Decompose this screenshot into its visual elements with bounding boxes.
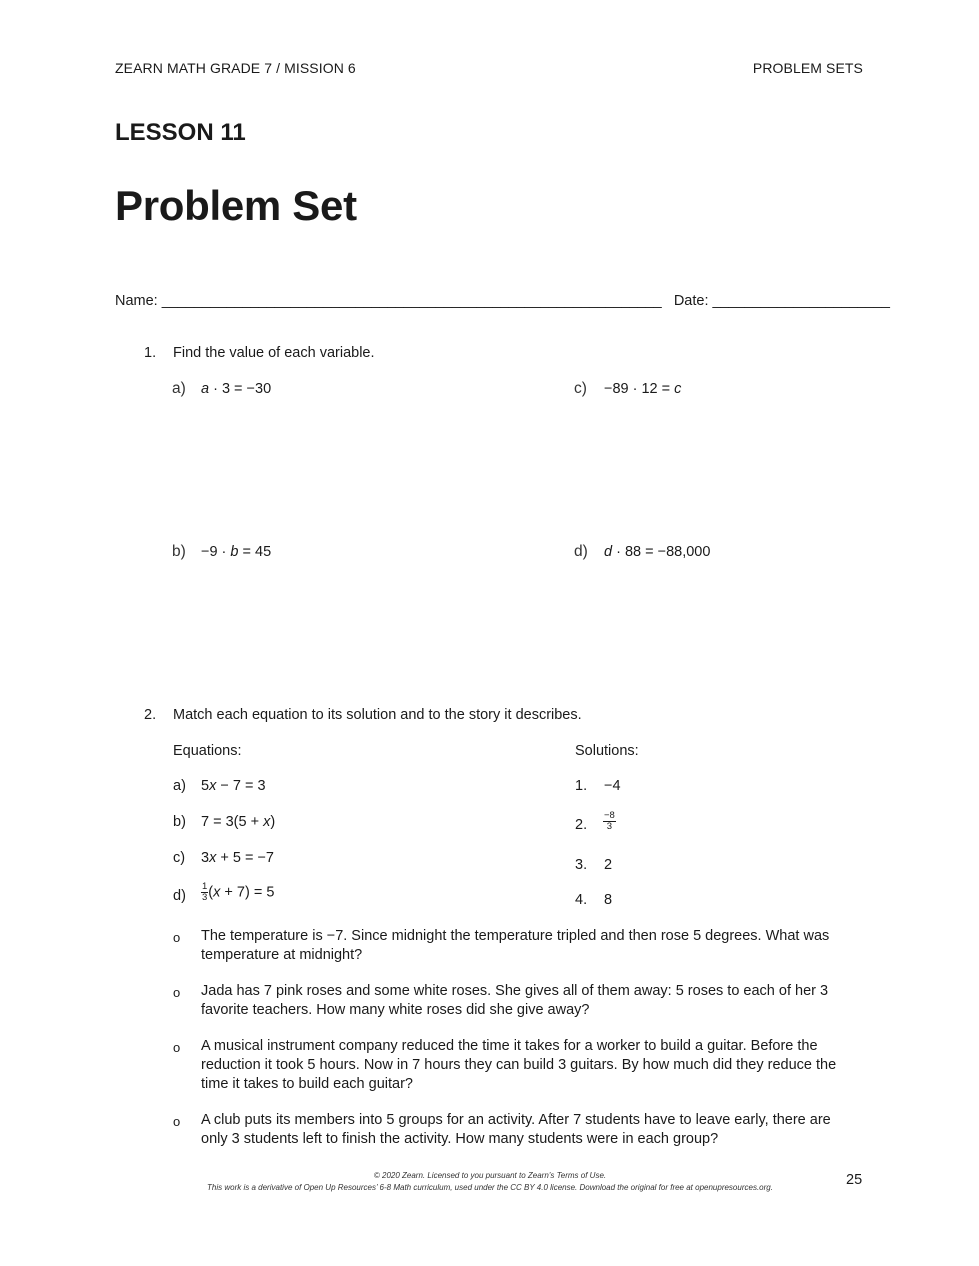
name-label: Name: [115, 293, 158, 309]
story-3: A musical instrument company reduced the time it takes for a worker to build a guitar. Before the reduction it took 5 hours. Now in 7 hours they can build 3 guitars. By how much did they reduce the time it takes to build each guitar? [201, 1038, 837, 1092]
story-2: Jada has 7 pink roses and some white roses. She gives all of them away: 5 roses to each of her 3 favorite teachers. How many white roses did she give away? [201, 983, 829, 1018]
eq-c-label: c) [173, 850, 186, 866]
q1b-equation: −9 · b = 45 [201, 544, 272, 560]
q1d-equation: d · 88 = −88,000 [604, 544, 711, 560]
sol-1-value: −4 [604, 778, 621, 794]
header-section: PROBLEM SETS [752, 60, 863, 76]
eq-d-label: d) [173, 888, 186, 904]
eq-b-label: b) [173, 814, 186, 830]
q1-prompt: Find the value of each variable. [173, 345, 375, 361]
story-bullet-icon: o [173, 1040, 181, 1055]
q1a-equation: a · 3 = −30 [201, 381, 272, 397]
q1b-label: b) [172, 543, 186, 560]
sol-4-value: 8 [604, 892, 613, 908]
sol-3-value: 2 [604, 857, 613, 873]
equations-heading: Equations: [173, 743, 242, 759]
q2-prompt: Match each equation to its solution and to the story it describes. [173, 707, 582, 723]
sol-2-fraction: $\frac{-8}{3}$ [604, 810, 615, 832]
story-4: A club puts its members into 5 groups for an activity. After 7 students have to leave early, there are only 3 students left to finish the activity. How many students were in each group? [201, 1112, 831, 1147]
page-number: 25 [846, 1172, 863, 1188]
q1c-equation: −89 · 12 = c [604, 381, 682, 397]
story-bullet-icon: o [173, 985, 181, 1000]
header-course: ZEARN MATH GRADE 7 / MISSION 6 [115, 60, 356, 76]
eq-d-fraction: $\frac{1}{3}$ [202, 881, 208, 903]
q1c-label: c) [574, 380, 587, 397]
sol-2-label: 2. [575, 817, 588, 833]
q1d-label: d) [574, 543, 588, 560]
sol-2-value [603, 811, 616, 832]
solutions-heading: Solutions: [575, 743, 639, 759]
sol-3-label: 3. [575, 857, 588, 873]
story-1: The temperature is −7. Since midnight the temperature tripled and then rose 5 degrees. What was temperature at midnight? [201, 928, 830, 963]
q1a-label: a) [172, 380, 186, 397]
story-bullet-icon: o [173, 1114, 181, 1129]
eq-a-label: a) [173, 778, 186, 794]
lesson-heading: LESSON 11 [115, 119, 246, 146]
page-title: Problem Set [115, 182, 357, 229]
sol-4-label: 4. [575, 892, 588, 908]
footer-copyright: © 2020 Zearn. Licensed to you pursuant to Zearn’s Terms of Use. [373, 1171, 607, 1180]
eq-b: 7 = 3(5 + x) [201, 814, 276, 830]
eq-c: 3x + 5 = −7 [201, 850, 274, 866]
q2-number: 2. [144, 707, 157, 723]
footer-license: This work is a derivative of Open Up Resources’ 6-8 Math curriculum, used under the CC BY 4.0 license. Download the original for free at openupresources.org. [207, 1183, 773, 1192]
story-bullet-icon: o [173, 930, 181, 945]
name-line: ______________________________________________________________ [161, 293, 662, 309]
eq-d: $\frac{1}{3}$ (x + 7) = 5 [202, 881, 275, 903]
eq-a: 5x − 7 = 3 [201, 778, 266, 794]
sol-1-label: 1. [575, 778, 588, 794]
q1-number: 1. [144, 345, 157, 361]
date-label: Date: [673, 293, 709, 309]
date-line: ______________________ [712, 293, 890, 309]
name-date-row [115, 293, 890, 309]
